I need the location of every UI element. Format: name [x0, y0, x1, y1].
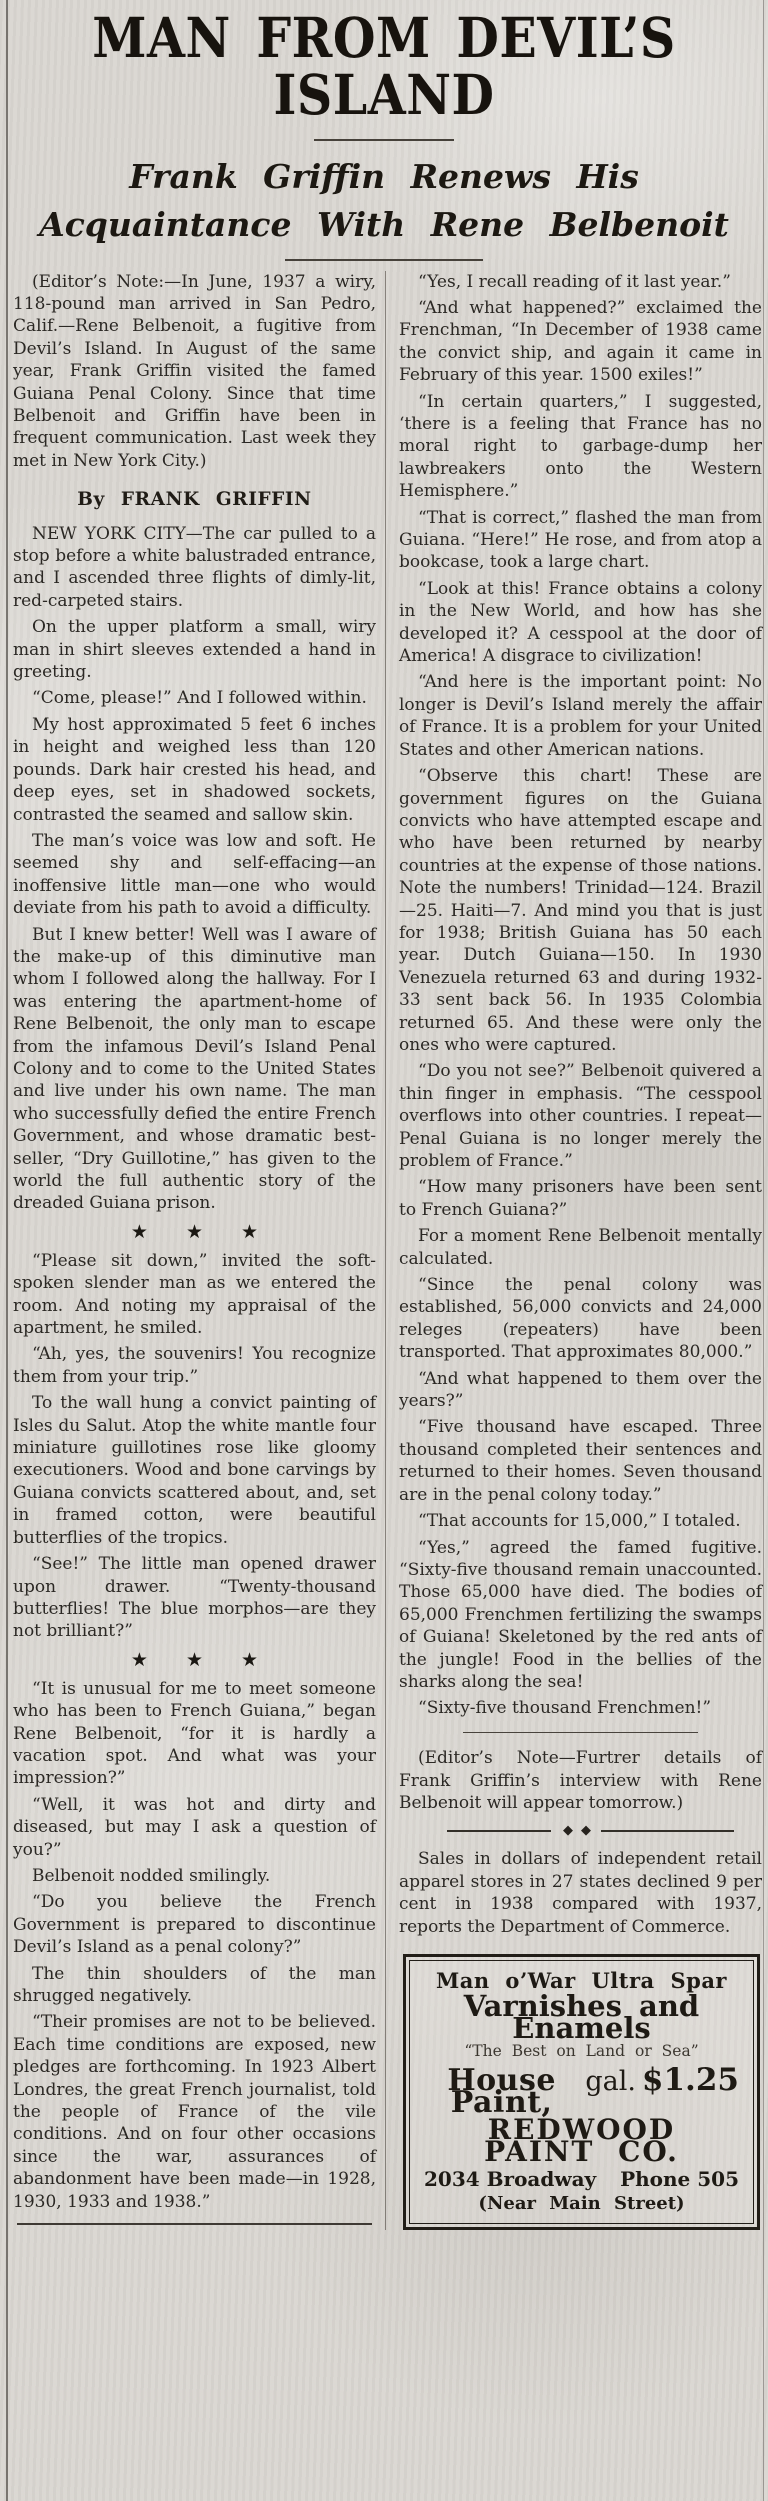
- paragraph: My host approximated 5 feet 6 inches in height and weighed less than 120 pounds. Dark hair crested his head, and deep eyes, set in shadowed sockets, contrasted the seamed and sallow skin.: [13, 714, 376, 825]
- ad-category-line: Varnishes and Enamels: [463, 1988, 700, 2045]
- paragraph: “Do you believe the French Government is prepared to discontinue Devil’s Island as a penal colony?”: [13, 1892, 376, 1958]
- stars-divider: ★ ★ ★: [130, 1220, 275, 1243]
- paint-ad-inner: [409, 1960, 754, 2224]
- ad-company-name: REDWOOD PAINT CO.: [484, 2112, 679, 2168]
- ad-price-label: House Paint,: [447, 2062, 556, 2121]
- paragraph: “In certain quarters,” I suggested, ‘there is a feeling that France has no moral right to garbage-dump her lawbreakers onto the Western Hemisphere.”: [399, 391, 762, 502]
- paragraph: “It is unusual for me to meet someone who has been to French Guiana,” began Rene Belbenoit, “for it is hardly a vacation spot. And what was your impression?”: [13, 1678, 376, 1789]
- ornament-line: [601, 1830, 734, 1832]
- article-header: [0, 0, 768, 261]
- paragraph: Belbenoit nodded smilingly.: [32, 1865, 271, 1886]
- paragraph: On the upper platform a small, wiry man in shirt sleeves extended a hand in greeting.: [13, 617, 376, 683]
- left-column: [13, 271, 385, 2226]
- right-column: [385, 271, 762, 2231]
- paragraph: “Please sit down,” invited the soft-spoken slender man as we entered the room. And noting my appraisal of the apartment, he smiled.: [13, 1250, 376, 1339]
- rule-divider: [463, 1732, 698, 1734]
- ad-location-note: (Near Main Street): [478, 2192, 685, 2214]
- ad-price-value: $1.25: [641, 2061, 739, 2098]
- paragraph: “And what happened?” exclaimed the Frenchman, “In December of 1938 came the convict ship, and again it came in February of this year. 1500 exiles!”: [399, 297, 762, 386]
- paragraph: “Sixty-five thousand Frenchmen!”: [418, 1698, 712, 1719]
- right-column-text: [399, 271, 762, 1939]
- paragraph: The man’s voice was low and soft. He seemed shy and self-effacing—an inoffensive little man—one who would deviate from his path to avoid a difficulty.: [13, 830, 376, 919]
- paragraph: “That accounts for 15,000,” I totaled.: [418, 1511, 741, 1532]
- ad-contact-line: [422, 2168, 741, 2190]
- subheadline: Frank Griffin Renews His Acquaintance With Rene Belbenoit: [39, 156, 729, 244]
- ad-phone: Phone 505: [620, 2167, 739, 2192]
- paragraph: “Their promises are not to be believed. Each time conditions are exposed, new pledges are forthcoming. In 1923 Albert Londres, the great French journalist, told the people of France of the vile conditions. And on four other occasions since the war, assurances of abandonment have been made—in 1928, 1930, 1933 and 1938.”: [13, 2012, 376, 2212]
- paragraph: The thin shoulders of the man shrugged negatively.: [13, 1963, 376, 2006]
- paragraph: “See!” The little man opened drawer upon drawer. “Twenty-thousand butterflies! The blue morphos—are they not brilliant?”: [13, 1554, 376, 1642]
- ornament-divider: [447, 1823, 734, 1839]
- paragraph: “Observe this chart! These are government figures on the Guiana convicts who have attempted escape and who have been returned by nearby countries at the expense of those nations. Note the numbers! Trinidad—124. Brazil—25. Haiti—7. And mind you that is just for 1938; British Guiana has 50 each year. Dutch Guiana—150. In 1930 Venezuela returned 63 and during 1932-33 sent back 56. In 1935 Colombia returned 65. And these were only the ones who were captured.: [399, 766, 762, 1055]
- paragraph: “Come, please!” And I followed within.: [32, 688, 367, 709]
- paragraph: To the wall hung a convict painting of Isles du Salut. Atop the white mantle four miniature guillotines rose like gloomy executioners. Wood and bone carvings by Guiana convicts scattered about, and, set in framed cotton, were beautiful butterflies of the tropics.: [13, 1393, 376, 1548]
- stars-divider: ★ ★ ★: [130, 1648, 275, 1671]
- headline: MAN FROM DEVIL’S ISLAND: [92, 5, 676, 129]
- ornament-diamonds: ◆◆: [563, 1823, 599, 1839]
- ornament-line: [447, 1830, 551, 1832]
- ad-slogan: “The Best on Land or Sea”: [464, 2042, 699, 2061]
- paragraph: “And what happened to them over the years?”: [399, 1368, 762, 1412]
- paragraph: Sales in dollars of independent retail apparel stores in 27 states declined 9 per cent in 1938 compared with 1937, reports the Department of Commerce.: [399, 1849, 762, 1937]
- paragraph: “Yes, I recall reading of it last year.”: [418, 271, 731, 292]
- paragraph: But I knew better! Well was I aware of the make-up of this diminutive man whom I followed along the hallway. For I was entering the apartment-home of Rene Belbenoit, the only man to escape from the infamous Devil’s Island Penal Colony and to come to the United States and live under his own name. The man who successfully defied the entire French Government, and whose dramatic best-seller, “Dry Guillotine,” has given to the world the full authentic story of the dreaded Guiana prison.: [13, 924, 376, 1214]
- paragraph: “Ah, yes, the souvenirs! You recognize them from your trip.”: [13, 1344, 376, 1387]
- paint-ad: [403, 1954, 760, 2230]
- paragraph: “Do you not see?” Belbenoit quivered a thin finger in emphasis. “The cesspool overflows into other countries. I repeat—Penal Guiana is no longer merely the problem of France.”: [399, 1061, 762, 1171]
- ad-product-line: Man o’War Ultra Spar: [436, 1968, 727, 1994]
- paragraph: For a moment Rene Belbenoit mentally calculated.: [399, 1226, 762, 1269]
- paragraph: “Look at this! France obtains a colony in the New World, and how has she developed it? A cesspool at the door of America! A disgrace to civilization!: [399, 578, 762, 667]
- paragraph: “Yes,” agreed the famed fugitive. “Sixty-five thousand remain unaccounted. Those 65,000 have died. The bodies of 65,000 Frenchmen fertilizing the swamps of Guiana! Skeletoned by the red ants of the jungle! Food in the bellies of the sharks along the sea!: [399, 1537, 762, 1692]
- paragraph: “Since the penal colony was established, 56,000 convicts and 24,000 releges (repeaters) have been transported. That approximates 80,000.”: [399, 1275, 762, 1363]
- editors-note: (Editor’s Note:—In June, 1937 a wiry, 118-pound man arrived in San Pedro, Calif.—Rene Belbenoit, a fugitive from Devil’s Island. In August of the same year, Frank Griffin visited the famed Guiana Penal Colony. Since that time Belbenoit and Griffin have been in frequent communication. Last week they met in New York City.): [13, 271, 376, 471]
- paragraph: NEW YORK CITY—The car pulled to a stop before a white balustraded entrance, and I ascended three flights of dimly-lit, red-carpeted stairs.: [13, 523, 376, 611]
- article-body: [0, 261, 768, 2231]
- paragraph: “That is correct,” flashed the man from Guiana. “Here!” He rose, and from atop a bookcase, took a large chart.: [399, 507, 762, 573]
- byline: By FRANK GRIFFIN: [77, 489, 312, 511]
- column-end-rule: [17, 2223, 373, 2225]
- ad-address: 2034 Broadway: [424, 2167, 597, 2192]
- headline-rule: [314, 139, 454, 141]
- paragraph: “And here is the important point: No longer is Devil’s Island merely the affair of France. It is a problem for your United States and other American nations.: [399, 672, 762, 760]
- ad-price-unit: gal.: [585, 2065, 636, 2097]
- paragraph: “Well, it was hot and dirty and diseased, but may I ask a question of you?”: [13, 1794, 376, 1860]
- editors-note: (Editor’s Note—Furtrer details of Frank Griffin’s interview with Rene Belbenoit will appear tomorrow.): [399, 1748, 762, 1814]
- paragraph: “Five thousand have escaped. Three thousand completed their sentences and returned to their homes. Seven thousand are in the penal colony today.”: [399, 1417, 762, 1505]
- ad-price-line: [422, 2061, 741, 2121]
- paragraph: “How many prisoners have been sent to French Guiana?”: [399, 1177, 762, 1220]
